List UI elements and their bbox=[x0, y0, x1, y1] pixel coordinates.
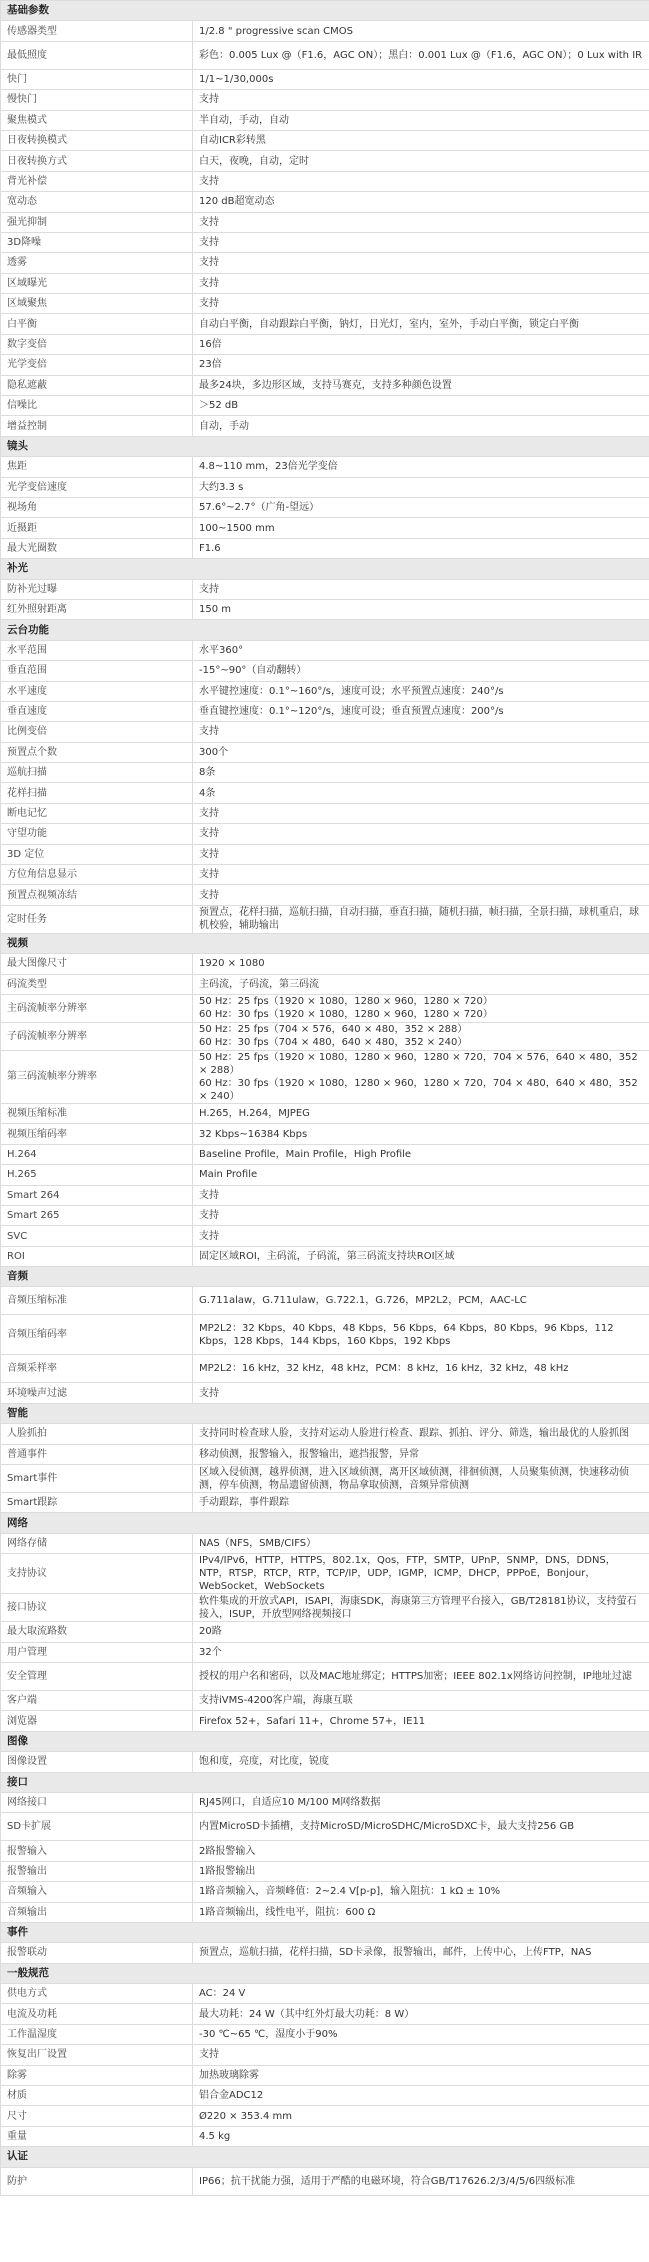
spec-label: Smart事件 bbox=[1, 1465, 193, 1493]
spec-label: H.265 bbox=[1, 1165, 193, 1185]
spec-row bbox=[1, 396, 649, 416]
spec-row bbox=[1, 518, 649, 538]
spec-label: 防护 bbox=[1, 2167, 193, 2195]
spec-row bbox=[1, 1943, 649, 1963]
spec-row bbox=[1, 2045, 649, 2065]
spec-label: 慢快门 bbox=[1, 90, 193, 110]
spec-label: 近摄距 bbox=[1, 518, 193, 538]
spec-label: SVC bbox=[1, 1226, 193, 1246]
spec-row bbox=[1, 994, 649, 1022]
section-header bbox=[1, 1, 649, 21]
spec-value: 预置点，花样扫描，巡航扫描，自动扫描，垂直扫描，随机扫描，帧扫描，全景扫描，球机重启，球机校验，辅助输出 bbox=[193, 905, 649, 933]
spec-value: 自动，手动 bbox=[193, 416, 649, 436]
spec-row bbox=[1, 1594, 649, 1622]
section-header bbox=[1, 1513, 649, 1533]
section-header bbox=[1, 436, 649, 456]
spec-label: 码流类型 bbox=[1, 974, 193, 994]
spec-label: 最低照度 bbox=[1, 41, 193, 69]
spec-row bbox=[1, 974, 649, 994]
spec-value: 软件集成的开放式API，ISAPI，海康SDK，海康第三方管理平台接入，GB/T28181协议，支持萤石接入，ISUP，开放型网络视频接口 bbox=[193, 1594, 649, 1622]
spec-label: 第三码流帧率分辨率 bbox=[1, 1050, 193, 1103]
spec-label: 日夜转换模式 bbox=[1, 130, 193, 150]
spec-value: 4.5 kg bbox=[193, 2126, 649, 2146]
spec-value: 支持 bbox=[193, 212, 649, 232]
spec-value: 120 dB超宽动态 bbox=[193, 192, 649, 212]
spec-row bbox=[1, 579, 649, 599]
spec-value: 4条 bbox=[193, 783, 649, 803]
spec-value: 支持 bbox=[193, 171, 649, 191]
spec-value: MP2L2：32 Kbps，40 Kbps，48 Kbps，56 Kbps，64 Kbps，80 Kbps，96 Kbps，112 Kbps，128 Kbps，144 Kbps，160 Kbps，192 Kbps bbox=[193, 1315, 649, 1355]
spec-row bbox=[1, 1813, 649, 1841]
spec-label: 定时任务 bbox=[1, 905, 193, 933]
spec-label: 日夜转换方式 bbox=[1, 151, 193, 171]
section-title: 网络 bbox=[1, 1513, 649, 1533]
spec-row bbox=[1, 1246, 649, 1266]
spec-value: 彩色：0.005 Lux @（F1.6，AGC ON）；黑白：0.001 Lux @（F1.6，AGC ON）；0 Lux with IR bbox=[193, 41, 649, 69]
spec-value: 支持 bbox=[193, 865, 649, 885]
spec-value: 支持 bbox=[193, 579, 649, 599]
spec-label: 区域曝光 bbox=[1, 273, 193, 293]
section-header bbox=[1, 1963, 649, 1983]
spec-value: 23倍 bbox=[193, 355, 649, 375]
spec-value: 1路音频输入，音频峰值：2~2.4 V[p-p]，输入阻抗：1 kΩ ± 10% bbox=[193, 1882, 649, 1902]
spec-row bbox=[1, 1465, 649, 1493]
spec-value: 支持 bbox=[193, 1185, 649, 1205]
spec-label: 电流及功耗 bbox=[1, 2004, 193, 2024]
spec-row bbox=[1, 865, 649, 885]
section-title: 音频 bbox=[1, 1267, 649, 1287]
spec-label: 光学变倍速度 bbox=[1, 477, 193, 497]
spec-value: 支持 bbox=[193, 885, 649, 905]
spec-label: 预置点视频冻结 bbox=[1, 885, 193, 905]
section-title: 图像 bbox=[1, 1731, 649, 1751]
spec-row bbox=[1, 1205, 649, 1225]
spec-row bbox=[1, 954, 649, 974]
spec-label: Smart 265 bbox=[1, 1205, 193, 1225]
spec-row bbox=[1, 885, 649, 905]
section-header bbox=[1, 2147, 649, 2167]
section-title: 接口 bbox=[1, 1772, 649, 1792]
spec-row bbox=[1, 1493, 649, 1513]
spec-label: 快门 bbox=[1, 69, 193, 89]
spec-row bbox=[1, 1103, 649, 1123]
spec-row bbox=[1, 314, 649, 334]
spec-label: 最大取流路数 bbox=[1, 1622, 193, 1642]
spec-row bbox=[1, 130, 649, 150]
spec-row bbox=[1, 171, 649, 191]
spec-value: H.265，H.264，MJPEG bbox=[193, 1103, 649, 1123]
spec-row bbox=[1, 273, 649, 293]
section-header bbox=[1, 1922, 649, 1942]
spec-label: 工作温湿度 bbox=[1, 2024, 193, 2044]
spec-label: 网络接口 bbox=[1, 1792, 193, 1812]
spec-row bbox=[1, 824, 649, 844]
spec-row bbox=[1, 1424, 649, 1444]
spec-label: 白平衡 bbox=[1, 314, 193, 334]
spec-row bbox=[1, 640, 649, 660]
spec-row bbox=[1, 1185, 649, 1205]
spec-label: 供电方式 bbox=[1, 1984, 193, 2004]
spec-row bbox=[1, 1315, 649, 1355]
spec-label: 音频输出 bbox=[1, 1902, 193, 1922]
spec-label: 背光补偿 bbox=[1, 171, 193, 191]
spec-label: 3D降噪 bbox=[1, 232, 193, 252]
spec-value: 50 Hz：25 fps（704 × 576，640 × 480，352 × 288） 60 Hz：30 fps（704 × 480，640 × 480，352 × 240） bbox=[193, 1022, 649, 1050]
spec-row bbox=[1, 1355, 649, 1383]
spec-row bbox=[1, 783, 649, 803]
spec-row bbox=[1, 21, 649, 41]
section-title: 智能 bbox=[1, 1403, 649, 1423]
spec-label: 信噪比 bbox=[1, 396, 193, 416]
spec-row bbox=[1, 1882, 649, 1902]
spec-row bbox=[1, 90, 649, 110]
spec-row bbox=[1, 1050, 649, 1103]
spec-value: 支持同时检查球人脸，支持对运动人脸进行检查、跟踪、抓拍、评分、筛选，输出最优的人脸抓图 bbox=[193, 1424, 649, 1444]
spec-row bbox=[1, 232, 649, 252]
spec-label: 图像设置 bbox=[1, 1752, 193, 1772]
spec-label: 客户端 bbox=[1, 1691, 193, 1711]
spec-value: 16倍 bbox=[193, 334, 649, 354]
spec-label: 视频压缩标准 bbox=[1, 1103, 193, 1123]
spec-row bbox=[1, 416, 649, 436]
spec-label: 尺寸 bbox=[1, 2106, 193, 2126]
spec-value: 1路音频输出，线性电平，阻抗：600 Ω bbox=[193, 1902, 649, 1922]
spec-value: 50 Hz：25 fps（1920 × 1080，1280 × 960，1280 × 720） 60 Hz：30 fps（1920 × 1080，1280 × 960，1280 × 720） bbox=[193, 994, 649, 1022]
spec-value: 支持 bbox=[193, 2045, 649, 2065]
spec-value: NAS（NFS，SMB/CIFS） bbox=[193, 1533, 649, 1553]
spec-value: 32个 bbox=[193, 1642, 649, 1662]
spec-row bbox=[1, 1165, 649, 1185]
spec-label: 报警输入 bbox=[1, 1841, 193, 1861]
spec-value: 水平360° bbox=[193, 640, 649, 660]
spec-value: 1/2.8 " progressive scan CMOS bbox=[193, 21, 649, 41]
spec-label: 支持协议 bbox=[1, 1554, 193, 1594]
spec-row bbox=[1, 457, 649, 477]
spec-value: 1路报警输出 bbox=[193, 1861, 649, 1881]
spec-label: 环境噪声过滤 bbox=[1, 1383, 193, 1403]
spec-label: 水平速度 bbox=[1, 681, 193, 701]
spec-row bbox=[1, 722, 649, 742]
spec-row bbox=[1, 1752, 649, 1772]
spec-row bbox=[1, 1444, 649, 1464]
spec-label: 报警联动 bbox=[1, 1943, 193, 1963]
spec-row bbox=[1, 1533, 649, 1553]
spec-row bbox=[1, 1622, 649, 1642]
spec-value: 加热玻璃除雾 bbox=[193, 2065, 649, 2085]
spec-row bbox=[1, 477, 649, 497]
spec-label: 守望功能 bbox=[1, 824, 193, 844]
spec-value: 自动白平衡，自动跟踪白平衡，钠灯，日光灯，室内，室外，手动白平衡，锁定白平衡 bbox=[193, 314, 649, 334]
spec-value: Ø220 × 353.4 mm bbox=[193, 2106, 649, 2126]
spec-value: 授权的用户名和密码，以及MAC地址绑定；HTTPS加密；IEEE 802.1x网络访问控制，IP地址过滤 bbox=[193, 1663, 649, 1691]
section-header bbox=[1, 620, 649, 640]
spec-label: 材质 bbox=[1, 2086, 193, 2106]
spec-label: 视频压缩码率 bbox=[1, 1124, 193, 1144]
spec-label: 用户管理 bbox=[1, 1642, 193, 1662]
spec-value: MP2L2：16 kHz，32 kHz，48 kHz，PCM：8 kHz，16 kHz，32 kHz，48 kHz bbox=[193, 1355, 649, 1383]
section-title: 基础参数 bbox=[1, 1, 649, 21]
spec-value: 手动跟踪，事件跟踪 bbox=[193, 1493, 649, 1513]
spec-value: 固定区域ROI，主码流，子码流，第三码流支持块ROI区域 bbox=[193, 1246, 649, 1266]
spec-label: 水平范围 bbox=[1, 640, 193, 660]
spec-value: 20路 bbox=[193, 1622, 649, 1642]
spec-row bbox=[1, 1861, 649, 1881]
section-header bbox=[1, 1772, 649, 1792]
spec-value: 最多24块，多边形区域，支持马赛克，支持多种颜色设置 bbox=[193, 375, 649, 395]
spec-label: 音频压缩码率 bbox=[1, 1315, 193, 1355]
spec-label: 区域聚焦 bbox=[1, 294, 193, 314]
section-title: 云台功能 bbox=[1, 620, 649, 640]
spec-row bbox=[1, 1984, 649, 2004]
spec-row bbox=[1, 2106, 649, 2126]
spec-row bbox=[1, 2126, 649, 2146]
spec-row bbox=[1, 294, 649, 314]
spec-label: 隐私遮蔽 bbox=[1, 375, 193, 395]
spec-value: 支持 bbox=[193, 294, 649, 314]
section-header bbox=[1, 1403, 649, 1423]
spec-label: 除雾 bbox=[1, 2065, 193, 2085]
spec-row bbox=[1, 2086, 649, 2106]
spec-label: 比例变倍 bbox=[1, 722, 193, 742]
spec-body bbox=[1, 1, 649, 2196]
spec-value: 支持 bbox=[193, 232, 649, 252]
spec-value: -30 ℃~65 ℃，湿度小于90% bbox=[193, 2024, 649, 2044]
spec-row bbox=[1, 1554, 649, 1594]
spec-value: 白天，夜晚，自动，定时 bbox=[193, 151, 649, 171]
spec-label: 垂直范围 bbox=[1, 661, 193, 681]
spec-value: 支持 bbox=[193, 1205, 649, 1225]
spec-value: 半自动，手动，自动 bbox=[193, 110, 649, 130]
spec-value: 150 m bbox=[193, 599, 649, 619]
spec-row bbox=[1, 2024, 649, 2044]
spec-label: 强光抑制 bbox=[1, 212, 193, 232]
spec-label: 方位角信息显示 bbox=[1, 865, 193, 885]
spec-value: ＞52 dB bbox=[193, 396, 649, 416]
spec-label: 音频压缩标准 bbox=[1, 1287, 193, 1315]
spec-value: 内置MicroSD卡插槽，支持MicroSD/MicroSDHC/MicroSDXC卡，最大支持256 GB bbox=[193, 1813, 649, 1841]
spec-row bbox=[1, 844, 649, 864]
spec-value: 支持 bbox=[193, 253, 649, 273]
spec-value: -15°~90°（自动翻转） bbox=[193, 661, 649, 681]
spec-label: 巡航扫描 bbox=[1, 763, 193, 783]
spec-value: Main Profile bbox=[193, 1165, 649, 1185]
spec-value: 大约3.3 s bbox=[193, 477, 649, 497]
spec-row bbox=[1, 1383, 649, 1403]
spec-value: 支持 bbox=[193, 824, 649, 844]
spec-row bbox=[1, 212, 649, 232]
spec-label: 普通事件 bbox=[1, 1444, 193, 1464]
spec-value: 4.8~110 mm，23倍光学变倍 bbox=[193, 457, 649, 477]
spec-label: ROI bbox=[1, 1246, 193, 1266]
spec-value: 8条 bbox=[193, 763, 649, 783]
spec-label: 接口协议 bbox=[1, 1594, 193, 1622]
spec-row bbox=[1, 1287, 649, 1315]
spec-label: H.264 bbox=[1, 1144, 193, 1164]
spec-label: 主码流帧率分辨率 bbox=[1, 994, 193, 1022]
spec-label: 数字变倍 bbox=[1, 334, 193, 354]
spec-label: 安全管理 bbox=[1, 1663, 193, 1691]
spec-value: Baseline Profile，Main Profile，High Profile bbox=[193, 1144, 649, 1164]
spec-value: 支持 bbox=[193, 844, 649, 864]
section-title: 事件 bbox=[1, 1922, 649, 1942]
spec-label: 3D 定位 bbox=[1, 844, 193, 864]
spec-row bbox=[1, 497, 649, 517]
spec-label: 最大光圈数 bbox=[1, 538, 193, 558]
spec-label: 聚焦模式 bbox=[1, 110, 193, 130]
spec-row bbox=[1, 905, 649, 933]
spec-value: 1920 × 1080 bbox=[193, 954, 649, 974]
spec-value: 垂直键控速度：0.1°~120°/s，速度可设；垂直预置点速度：200°/s bbox=[193, 701, 649, 721]
spec-label: 防补光过曝 bbox=[1, 579, 193, 599]
spec-value: 区域入侵侦测，越界侦测，进入区域侦测，离开区域侦测，徘徊侦测，人员聚集侦测，快速移动侦测，停车侦测，物品遗留侦测，物品拿取侦测，音频异常侦测 bbox=[193, 1465, 649, 1493]
spec-value: IPv4/IPv6，HTTP，HTTPS，802.1x，Qos，FTP，SMTP，UPnP，SNMP，DNS，DDNS，NTP，RTSP，RTCP，RTP，TCP/IP，UDP，IGMP，ICMP，DHCP，PPPoE，Bonjour，WebSocket，WebSockets bbox=[193, 1554, 649, 1594]
spec-label: 音频输入 bbox=[1, 1882, 193, 1902]
spec-label: 断电记忆 bbox=[1, 803, 193, 823]
spec-value: 支持 bbox=[193, 803, 649, 823]
spec-label: 人脸抓拍 bbox=[1, 1424, 193, 1444]
spec-row bbox=[1, 1792, 649, 1812]
spec-value: 支持 bbox=[193, 1226, 649, 1246]
spec-label: 子码流帧率分辨率 bbox=[1, 1022, 193, 1050]
spec-value: AC：24 V bbox=[193, 1984, 649, 2004]
spec-row bbox=[1, 1691, 649, 1711]
section-header bbox=[1, 559, 649, 579]
spec-row bbox=[1, 375, 649, 395]
spec-label: 红外照射距离 bbox=[1, 599, 193, 619]
spec-row bbox=[1, 1124, 649, 1144]
spec-label: 网络存储 bbox=[1, 1533, 193, 1553]
spec-row bbox=[1, 69, 649, 89]
spec-label: 报警输出 bbox=[1, 1861, 193, 1881]
spec-value: 预置点，巡航扫描，花样扫描，SD卡录像，报警输出，邮件，上传中心，上传FTP，NAS bbox=[193, 1943, 649, 1963]
spec-label: 焦距 bbox=[1, 457, 193, 477]
spec-row bbox=[1, 41, 649, 69]
spec-label: 视场角 bbox=[1, 497, 193, 517]
spec-label: SD卡扩展 bbox=[1, 1813, 193, 1841]
spec-value: 32 Kbps~16384 Kbps bbox=[193, 1124, 649, 1144]
spec-row bbox=[1, 151, 649, 171]
spec-row bbox=[1, 1841, 649, 1861]
spec-row bbox=[1, 763, 649, 783]
spec-value: 50 Hz：25 fps（1920 × 1080，1280 × 960，1280 × 720，704 × 576，640 × 480，352 × 288） 60 Hz：30 fps（1920 × 1080，1280 × 960，1280 × 720，704 × 480，640 × 480，352 × 240） bbox=[193, 1050, 649, 1103]
section-header bbox=[1, 933, 649, 953]
section-title: 视频 bbox=[1, 933, 649, 953]
spec-value: 1/1~1/30,000s bbox=[193, 69, 649, 89]
spec-row bbox=[1, 701, 649, 721]
spec-row bbox=[1, 538, 649, 558]
spec-label: 重量 bbox=[1, 2126, 193, 2146]
spec-value: 2路报警输入 bbox=[193, 1841, 649, 1861]
spec-value: F1.6 bbox=[193, 538, 649, 558]
spec-row bbox=[1, 110, 649, 130]
spec-row bbox=[1, 1711, 649, 1731]
spec-value: 支持 bbox=[193, 1383, 649, 1403]
spec-row bbox=[1, 2167, 649, 2195]
spec-value: 支持iVMS-4200客户端，海康互联 bbox=[193, 1691, 649, 1711]
spec-label: 传感器类型 bbox=[1, 21, 193, 41]
spec-row bbox=[1, 2004, 649, 2024]
spec-row bbox=[1, 1902, 649, 1922]
spec-row bbox=[1, 1642, 649, 1662]
spec-value: IP66；抗干扰能力强，适用于严酷的电磁环境，符合GB/T17626.2/3/4/5/6四级标准 bbox=[193, 2167, 649, 2195]
spec-row bbox=[1, 1226, 649, 1246]
spec-value: 100~1500 mm bbox=[193, 518, 649, 538]
section-title: 认证 bbox=[1, 2147, 649, 2167]
spec-label: 增益控制 bbox=[1, 416, 193, 436]
spec-value: G.711alaw，G.711ulaw，G.722.1，G.726，MP2L2，PCM，AAC-LC bbox=[193, 1287, 649, 1315]
spec-value: 支持 bbox=[193, 722, 649, 742]
spec-value: 主码流，子码流，第三码流 bbox=[193, 974, 649, 994]
spec-value: 最大功耗：24 W（其中红外灯最大功耗：8 W） bbox=[193, 2004, 649, 2024]
spec-value: Firefox 52+，Safari 11+，Chrome 57+，IE11 bbox=[193, 1711, 649, 1731]
spec-value: 水平键控速度：0.1°~160°/s，速度可设；水平预置点速度：240°/s bbox=[193, 681, 649, 701]
spec-row bbox=[1, 1022, 649, 1050]
spec-row bbox=[1, 599, 649, 619]
spec-row bbox=[1, 1144, 649, 1164]
spec-label: 垂直速度 bbox=[1, 701, 193, 721]
spec-label: 预置点个数 bbox=[1, 742, 193, 762]
spec-label: 花样扫描 bbox=[1, 783, 193, 803]
spec-value: 57.6°~2.7°（广角-望远） bbox=[193, 497, 649, 517]
spec-value: 移动侦测，报警输入，报警输出，遮挡报警，异常 bbox=[193, 1444, 649, 1464]
spec-row bbox=[1, 334, 649, 354]
section-header bbox=[1, 1267, 649, 1287]
spec-value: RJ45网口，自适应10 M/100 M网络数据 bbox=[193, 1792, 649, 1812]
spec-label: 音频采样率 bbox=[1, 1355, 193, 1383]
spec-row bbox=[1, 1663, 649, 1691]
spec-value: 饱和度，亮度，对比度，锐度 bbox=[193, 1752, 649, 1772]
spec-row bbox=[1, 2065, 649, 2085]
spec-row bbox=[1, 355, 649, 375]
spec-row bbox=[1, 681, 649, 701]
spec-row bbox=[1, 192, 649, 212]
spec-row bbox=[1, 742, 649, 762]
section-title: 一般规范 bbox=[1, 1963, 649, 1983]
section-header bbox=[1, 1731, 649, 1751]
spec-row bbox=[1, 803, 649, 823]
spec-row bbox=[1, 661, 649, 681]
section-title: 补光 bbox=[1, 559, 649, 579]
spec-value: 支持 bbox=[193, 90, 649, 110]
spec-value: 支持 bbox=[193, 273, 649, 293]
spec-label: Smart跟踪 bbox=[1, 1493, 193, 1513]
spec-label: 宽动态 bbox=[1, 192, 193, 212]
spec-label: Smart 264 bbox=[1, 1185, 193, 1205]
spec-label: 浏览器 bbox=[1, 1711, 193, 1731]
spec-label: 最大图像尺寸 bbox=[1, 954, 193, 974]
spec-row bbox=[1, 253, 649, 273]
spec-value: 自动ICR彩转黑 bbox=[193, 130, 649, 150]
spec-value: 300个 bbox=[193, 742, 649, 762]
spec-value: 铝合金ADC12 bbox=[193, 2086, 649, 2106]
spec-label: 恢复出厂设置 bbox=[1, 2045, 193, 2065]
spec-label: 透雾 bbox=[1, 253, 193, 273]
section-title: 镜头 bbox=[1, 436, 649, 456]
spec-label: 光学变倍 bbox=[1, 355, 193, 375]
